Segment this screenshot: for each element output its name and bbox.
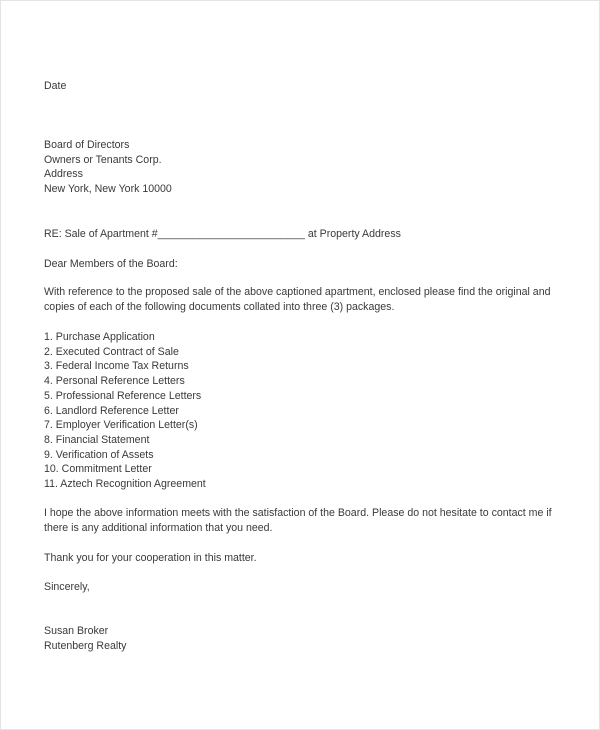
list-item: 9. Verification of Assets bbox=[44, 448, 154, 461]
thanks-text: Thank you for your cooperation in this matter. bbox=[44, 552, 257, 564]
list-item: 10. Commitment Letter bbox=[44, 463, 152, 476]
salutation-text: Dear Members of the Board: bbox=[44, 258, 178, 270]
recipient-address bbox=[44, 138, 564, 197]
document-list bbox=[44, 330, 564, 492]
recipient-line-2: Owners or Tenants Corp. bbox=[44, 153, 162, 166]
intro-line-1: With reference to the proposed sale of the above captioned apartment, enclosed please find the original and bbox=[44, 286, 551, 298]
date-text: Date bbox=[44, 80, 67, 92]
sign-off-text: Sincerely, bbox=[44, 581, 90, 593]
recipient-line-1: Board of Directors bbox=[44, 139, 130, 151]
closing-line-1: I hope the above information meets with the satisfaction of the Board. Please do not hesitate to contact me if bbox=[44, 507, 552, 519]
signature-block bbox=[44, 624, 564, 653]
list-item: 8. Financial Statement bbox=[44, 433, 150, 446]
list-item: 7. Employer Verification Letter(s) bbox=[44, 419, 198, 432]
salutation bbox=[44, 257, 564, 272]
recipient-line-4: New York, New York 10000 bbox=[44, 183, 172, 196]
subject-text: RE: Sale of Apartment #_________________________ at Property Address bbox=[44, 228, 401, 240]
list-item: 2. Executed Contract of Sale bbox=[44, 345, 179, 358]
date-line bbox=[44, 79, 564, 94]
intro-line-2: copies of each of the following documents collated into three (3) packages. bbox=[44, 300, 395, 313]
list-item: 11. Aztech Recognition Agreement bbox=[44, 478, 206, 491]
list-item: 5. Professional Reference Letters bbox=[44, 389, 202, 402]
intro-paragraph bbox=[44, 285, 564, 314]
recipient-line-3: Address bbox=[44, 168, 83, 181]
list-item: 4. Personal Reference Letters bbox=[44, 375, 185, 388]
list-item: 6. Landlord Reference Letter bbox=[44, 404, 179, 417]
subject-line bbox=[44, 227, 564, 242]
closing-paragraph bbox=[44, 506, 564, 535]
signer-name: Susan Broker bbox=[44, 625, 109, 637]
thanks-line bbox=[44, 551, 564, 566]
signer-company: Rutenberg Realty bbox=[44, 639, 127, 652]
sign-off bbox=[44, 580, 564, 595]
list-item: 1. Purchase Application bbox=[44, 331, 155, 343]
closing-line-2: there is any additional information that you need. bbox=[44, 521, 273, 534]
list-item: 3. Federal Income Tax Returns bbox=[44, 360, 189, 373]
